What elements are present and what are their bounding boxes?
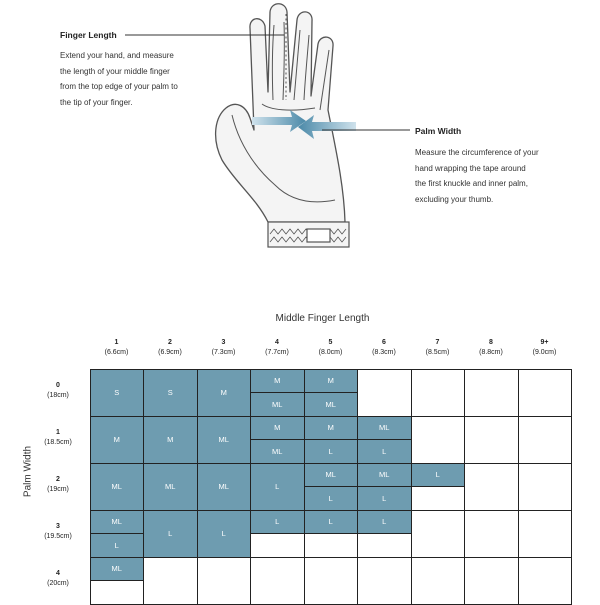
- size-cell-lower: [358, 534, 412, 558]
- row-size: (20cm): [47, 580, 69, 587]
- finger-length-line: Extend your hand, and measure: [60, 51, 174, 60]
- size-cell-lower: L: [358, 440, 412, 464]
- column-size: (9.0cm): [532, 349, 557, 356]
- size-cell: L: [197, 510, 251, 557]
- size-cell-upper: L: [304, 510, 358, 534]
- grid-vline: [250, 369, 251, 604]
- grid-hline: [90, 557, 572, 558]
- grid-hline: [90, 463, 572, 464]
- size-cell: ML: [90, 463, 144, 510]
- half-divider: [304, 486, 358, 487]
- column-size: (7.3cm): [211, 349, 236, 356]
- size-cell-lower: L: [358, 487, 412, 511]
- size-cell: L: [144, 510, 198, 557]
- size-cell-lower: ML: [251, 440, 305, 464]
- size-cell: S: [90, 369, 144, 416]
- column-size: (8.0cm): [318, 349, 343, 356]
- grid-hline: [90, 416, 572, 417]
- row-header: [38, 569, 78, 589]
- finger-length-line: from the top edge of your palm to: [60, 82, 178, 91]
- column-number: 3: [221, 339, 226, 346]
- size-cell-lower: [251, 534, 305, 558]
- grid-vline: [304, 369, 305, 604]
- size-cell-lower: L: [304, 487, 358, 511]
- column-header: [411, 338, 464, 358]
- half-divider: [90, 580, 144, 581]
- finger-length-title: Finger Length: [60, 30, 117, 40]
- grid-vline: [90, 369, 91, 604]
- half-divider: [411, 486, 465, 487]
- size-cell-lower: ML: [304, 393, 358, 417]
- grid-vline: [357, 369, 358, 604]
- column-size: (8.5cm): [425, 349, 450, 356]
- column-size: (8.8cm): [479, 349, 503, 356]
- column-size: (6.6cm): [104, 349, 129, 356]
- size-cell-upper: L: [358, 510, 412, 534]
- size-cell-upper: M: [251, 416, 305, 440]
- size-cell-upper: ML: [90, 557, 144, 581]
- row-number: 1: [56, 429, 60, 436]
- size-cell: ML: [197, 463, 251, 510]
- size-cell: M: [144, 416, 198, 463]
- column-size: (7.7cm): [265, 349, 289, 356]
- finger-length-line: the tip of your finger.: [60, 97, 133, 107]
- column-number: 7: [435, 339, 440, 346]
- size-cell-lower: L: [304, 440, 358, 464]
- grid-vline: [464, 369, 465, 604]
- column-header: [518, 338, 571, 358]
- grid-hline: [90, 604, 572, 605]
- grid-vline: [143, 369, 144, 604]
- row-number: 2: [56, 476, 60, 483]
- size-cell-upper: L: [411, 463, 465, 487]
- y-axis-title: Palm Width: [22, 445, 34, 498]
- half-divider: [90, 533, 144, 534]
- grid-hline: [90, 510, 572, 511]
- row-size: (19cm): [47, 486, 69, 493]
- size-cell-upper: M: [251, 369, 305, 393]
- half-divider: [251, 439, 305, 440]
- palm-width-line: excluding your thumb.: [415, 194, 494, 204]
- row-number: 3: [56, 523, 60, 530]
- size-cell-upper: ML: [304, 463, 358, 487]
- column-header: [358, 338, 411, 358]
- size-cell-upper: ML: [358, 416, 412, 440]
- size-cell-upper: ML: [358, 463, 412, 487]
- size-cell-lower: ML: [251, 393, 305, 417]
- size-cell-upper: M: [304, 369, 358, 393]
- row-header: [38, 381, 78, 401]
- size-cell-upper: ML: [90, 510, 144, 534]
- column-header: [465, 338, 518, 358]
- size-cell: M: [197, 369, 251, 416]
- grid-vline: [518, 369, 519, 604]
- column-size: (6.9cm): [158, 349, 182, 356]
- size-cell-lower: [304, 534, 358, 558]
- column-header: [304, 338, 357, 358]
- size-cell: ML: [197, 416, 251, 463]
- size-cell-lower: [90, 581, 144, 605]
- column-number: 9+: [540, 339, 549, 346]
- half-divider: [304, 392, 358, 393]
- size-cell: M: [90, 416, 144, 463]
- row-header: [38, 428, 78, 448]
- grid-vline: [571, 369, 572, 604]
- row-size: (19.5cm): [44, 533, 72, 540]
- finger-length-line: the length of your middle finger: [60, 66, 170, 76]
- palm-width-title: Palm Width: [415, 126, 462, 136]
- half-divider: [358, 486, 412, 487]
- column-header: [90, 338, 143, 358]
- size-cell-lower: [411, 487, 465, 511]
- size-cell-upper: M: [304, 416, 358, 440]
- grid-hline: [90, 369, 572, 370]
- size-cell: L: [251, 463, 305, 510]
- palm-width-line: Measure the circumference of your: [415, 148, 539, 157]
- size-cell: S: [144, 369, 198, 416]
- half-divider: [304, 533, 358, 534]
- column-number: 6: [382, 339, 386, 346]
- row-header: [38, 522, 78, 542]
- grid-vline: [411, 369, 412, 604]
- row-number: 0: [56, 382, 60, 389]
- size-cell-upper: L: [251, 510, 305, 534]
- x-axis-title: Middle Finger Length: [275, 313, 370, 324]
- row-header: [38, 475, 78, 495]
- half-divider: [251, 533, 305, 534]
- column-number: 4: [275, 339, 279, 346]
- half-divider: [358, 533, 412, 534]
- column-header: [144, 338, 197, 358]
- column-number: 2: [168, 339, 172, 346]
- half-divider: [304, 439, 358, 440]
- size-cell: ML: [144, 463, 198, 510]
- grid-vline: [197, 369, 198, 604]
- column-size: (8.3cm): [372, 349, 396, 356]
- row-size: (18cm): [47, 392, 69, 399]
- row-number: 4: [56, 570, 60, 577]
- column-number: 1: [114, 339, 119, 346]
- palm-width-line: the first knuckle and inner palm,: [415, 179, 528, 188]
- half-divider: [251, 392, 305, 393]
- row-size: (18.5cm): [44, 439, 72, 446]
- half-divider: [358, 439, 412, 440]
- column-header: [197, 338, 250, 358]
- column-number: 5: [328, 339, 333, 346]
- column-header: [251, 338, 304, 358]
- palm-width-line: hand wrapping the tape around: [415, 163, 526, 173]
- size-cell-lower: L: [90, 534, 144, 558]
- column-number: 8: [489, 339, 493, 346]
